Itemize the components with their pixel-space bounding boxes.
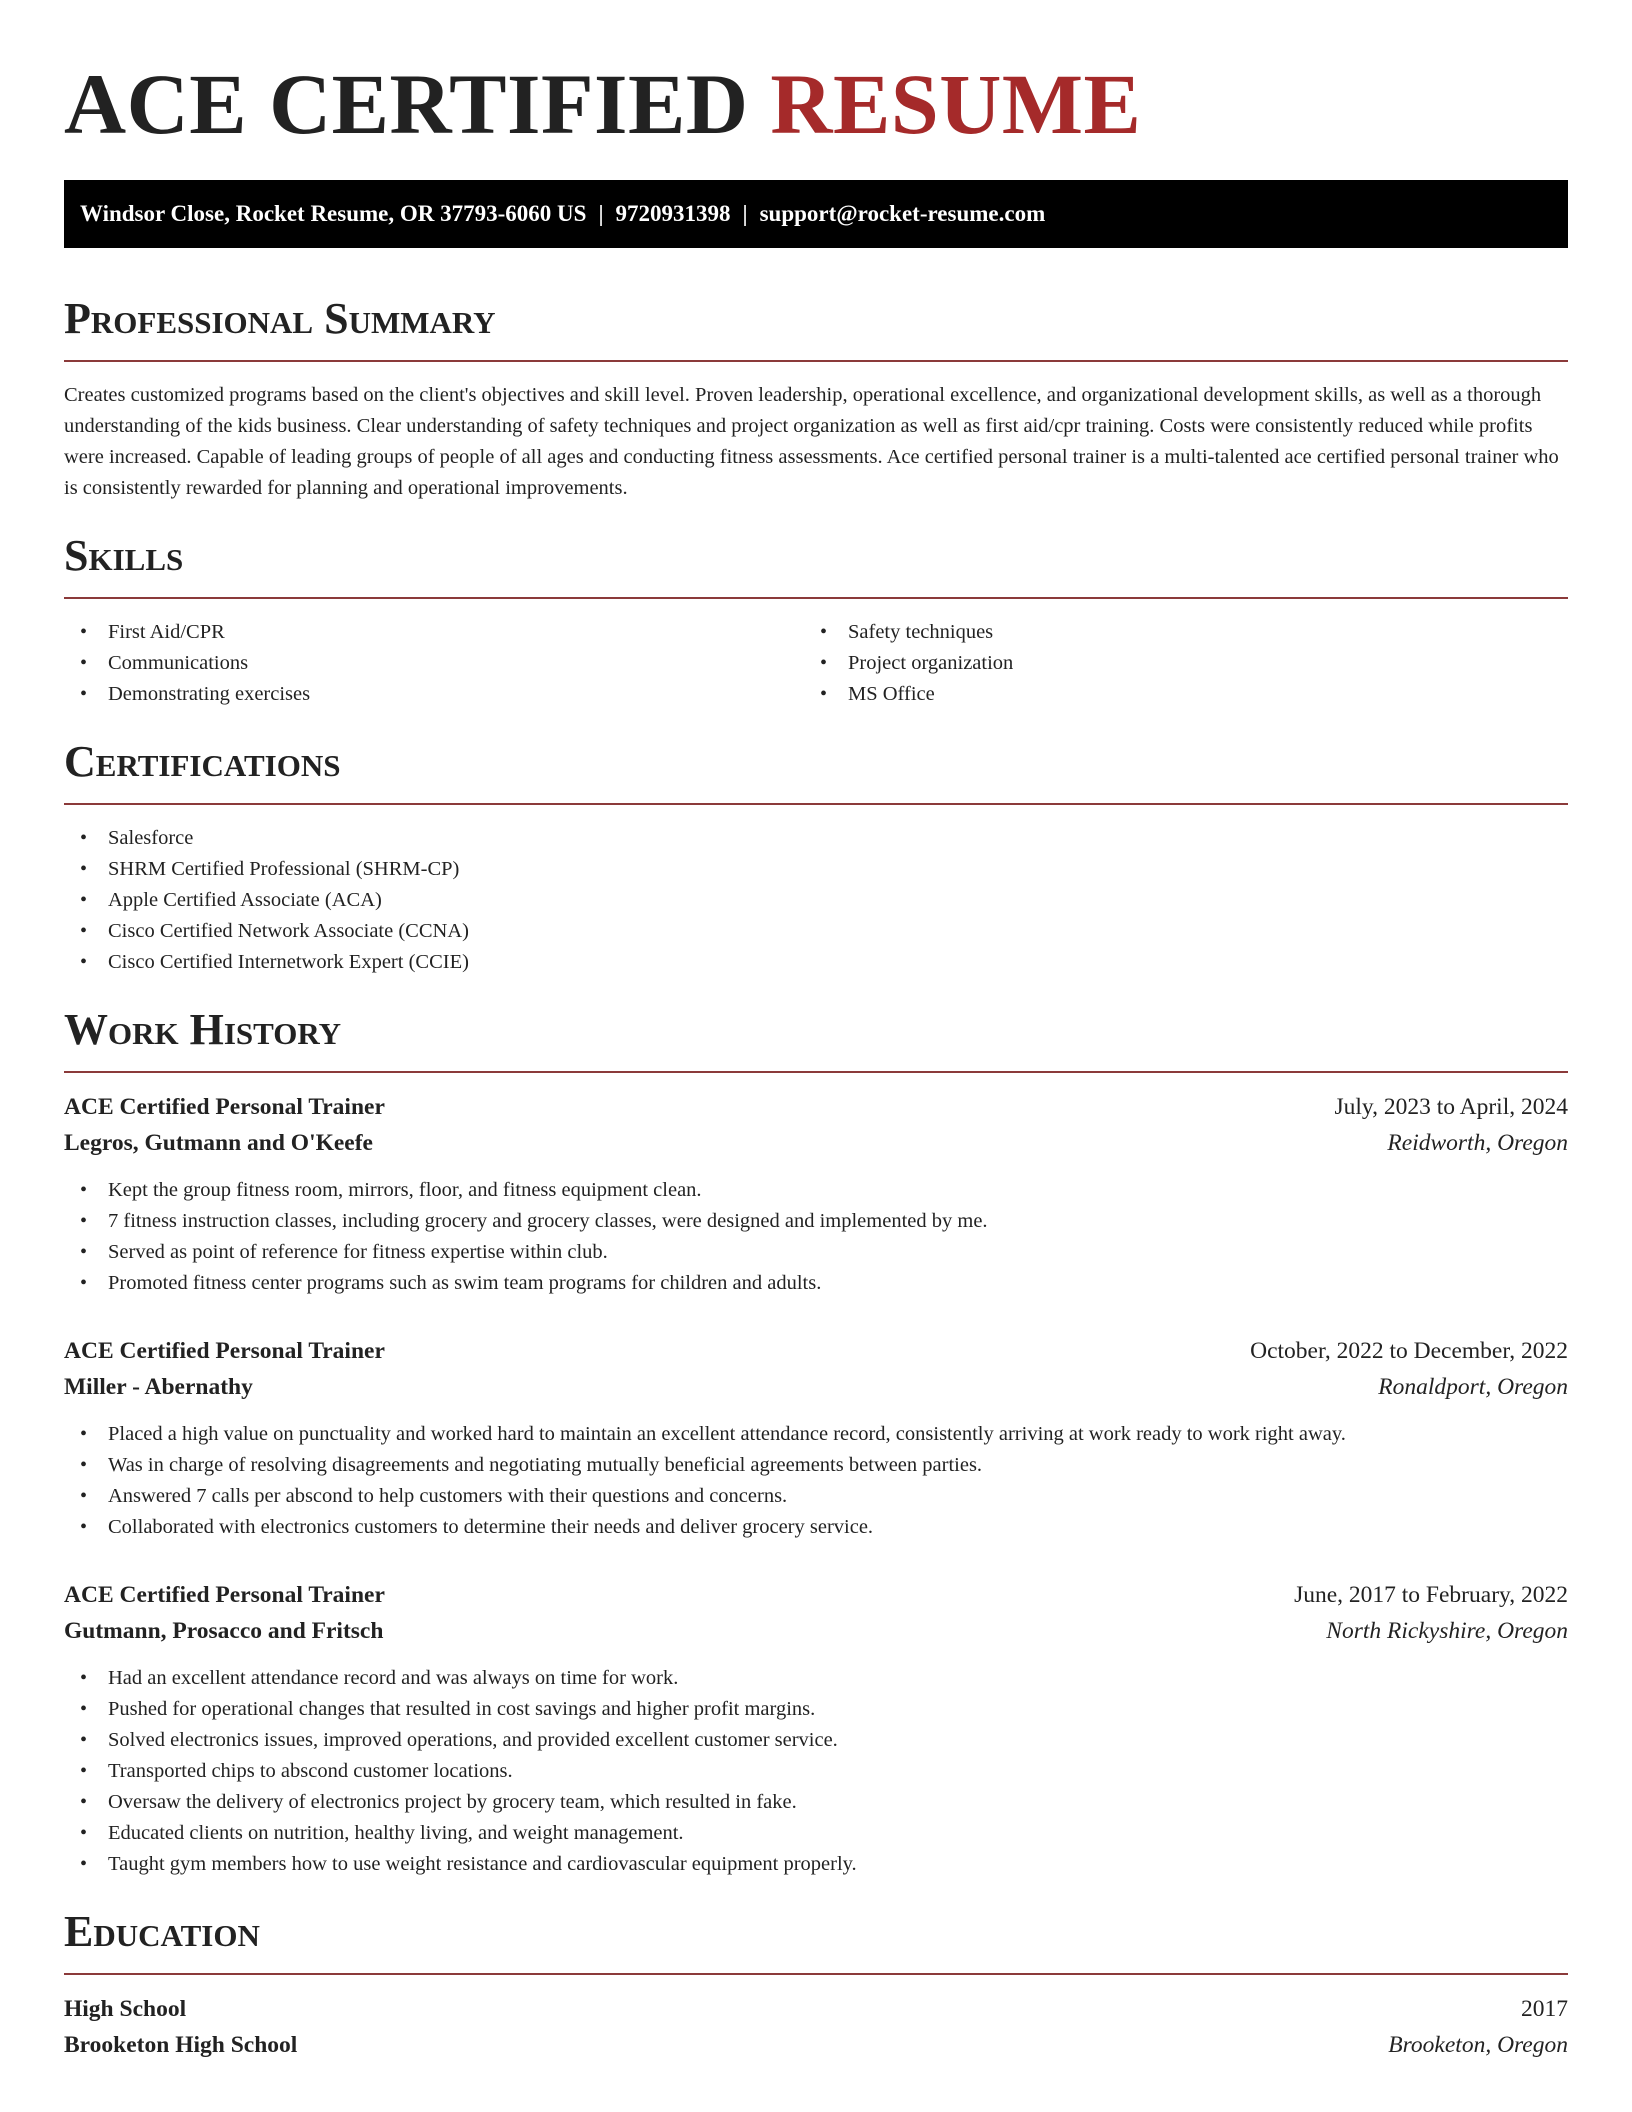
- section-divider: [64, 1071, 1568, 1073]
- job-header-row: [64, 1333, 1568, 1369]
- work-history-heading: Work History: [64, 1005, 342, 1054]
- job-subheader-row: [64, 1613, 1568, 1649]
- job-bullet: • Kept the group fitness room, mirrors, floor, and fitness equipment clean.: [64, 1175, 1568, 1206]
- job-title: ACE Certified Personal Trainer: [64, 1094, 385, 1120]
- skills-list-left: [64, 617, 804, 710]
- skill-item: • First Aid/CPR: [64, 617, 804, 648]
- work-history-section: [64, 1006, 1568, 1880]
- job-bullet: • Placed a high value on punctuality and worked hard to maintain an excellent attendance record, consistently arriving at work ready to work right away.: [64, 1419, 1568, 1450]
- certification-item: • SHRM Certified Professional (SHRM-CP): [64, 854, 1568, 885]
- job-company: Gutmann, Prosacco and Fritsch: [64, 1618, 384, 1644]
- skill-item: • Project organization: [804, 648, 1544, 679]
- education-entry: [64, 1991, 1568, 2063]
- education-heading: Education: [64, 1907, 260, 1956]
- job-bullet: • Pushed for operational changes that resulted in cost savings and higher profit margins.: [64, 1694, 1568, 1725]
- job-bullet: • Oversaw the delivery of electronics project by grocery team, which resulted in fake.: [64, 1787, 1568, 1818]
- education-degree: High School: [64, 1996, 187, 2022]
- contact-separator: |: [742, 201, 748, 226]
- contact-address: Windsor Close, Rocket Resume, OR 37793-6060 US: [80, 201, 587, 226]
- job-bullet: • Transported chips to abscond customer locations.: [64, 1756, 1568, 1787]
- skill-item: • Communications: [64, 648, 804, 679]
- job-dates: July, 2023 to April, 2024: [1334, 1094, 1568, 1120]
- job-bullets: [64, 1175, 1568, 1299]
- job-bullet: • Educated clients on nutrition, healthy living, and weight management.: [64, 1818, 1568, 1849]
- education-subheader-row: [64, 2027, 1568, 2063]
- job-dates: June, 2017 to February, 2022: [1294, 1582, 1568, 1608]
- job-subheader-row: [64, 1369, 1568, 1405]
- job-location: North Rickyshire, Oregon: [1326, 1618, 1568, 1644]
- job-header-row: [64, 1577, 1568, 1613]
- job-location: Reidworth, Oregon: [1387, 1130, 1568, 1156]
- job-bullet: • Collaborated with electronics customers to determine their needs and deliver grocery service.: [64, 1512, 1568, 1543]
- job-entry: [64, 1089, 1568, 1299]
- skills-grid: [64, 617, 1568, 710]
- job-dates: October, 2022 to December, 2022: [1250, 1338, 1568, 1364]
- summary-heading: Professional Summary: [64, 294, 496, 343]
- name-accent: RESUME: [770, 56, 1142, 152]
- job-company: Legros, Gutmann and O'Keefe: [64, 1130, 373, 1156]
- section-divider: [64, 803, 1568, 805]
- job-bullet: • Had an excellent attendance record and was always on time for work.: [64, 1663, 1568, 1694]
- job-bullets: [64, 1419, 1568, 1543]
- job-location: Ronaldport, Oregon: [1378, 1374, 1568, 1400]
- contact-separator: |: [598, 201, 604, 226]
- name-main: ACE CERTIFIED: [64, 56, 749, 152]
- job-bullets: [64, 1663, 1568, 1880]
- education-year: 2017: [1521, 1996, 1568, 2022]
- job-bullet: • Was in charge of resolving disagreements and negotiating mutually beneficial agreements between parties.: [64, 1450, 1568, 1481]
- education-location: Brooketon, Oregon: [1388, 2032, 1568, 2058]
- job-bullet: • Promoted fitness center programs such as swim team programs for children and adults.: [64, 1268, 1568, 1299]
- certifications-section: [64, 738, 1568, 978]
- skill-item: • Demonstrating exercises: [64, 679, 804, 710]
- job-entry: [64, 1333, 1568, 1543]
- contact-phone: 9720931398: [615, 201, 731, 226]
- education-section: [64, 1908, 1568, 2063]
- job-bullet: • Solved electronics issues, improved operations, and provided excellent customer service.: [64, 1725, 1568, 1756]
- job-bullet: • Taught gym members how to use weight resistance and cardiovascular equipment properly.: [64, 1849, 1568, 1880]
- job-subheader-row: [64, 1125, 1568, 1161]
- section-divider: [64, 1973, 1568, 1975]
- skill-item: • MS Office: [804, 679, 1544, 710]
- education-school: Brooketon High School: [64, 2032, 298, 2058]
- certification-item: • Cisco Certified Internetwork Expert (CCIE): [64, 947, 1568, 978]
- certification-item: • Salesforce: [64, 823, 1568, 854]
- contact-bar: [64, 180, 1568, 248]
- job-bullet: • 7 fitness instruction classes, including grocery and grocery classes, were designed and implemented by me.: [64, 1206, 1568, 1237]
- education-header-row: [64, 1991, 1568, 2027]
- section-divider: [64, 597, 1568, 599]
- job-entry: [64, 1577, 1568, 1880]
- skills-section: [64, 532, 1568, 710]
- contact-email: support@rocket-resume.com: [759, 201, 1046, 226]
- certification-item: • Apple Certified Associate (ACA): [64, 885, 1568, 916]
- certification-item: • Cisco Certified Network Associate (CCNA): [64, 916, 1568, 947]
- job-title: ACE Certified Personal Trainer: [64, 1582, 385, 1608]
- resume-name: [64, 0, 1568, 150]
- certifications-heading: Certifications: [64, 737, 341, 786]
- skills-heading: Skills: [64, 531, 184, 580]
- summary-text: Creates customized programs based on the client's objectives and skill level. Proven leadership, operational excellence, and organizational development skills, as well as a thorough understanding of the kids business. Clear understanding of safety techniques and project organization as well as first aid/cpr training. Costs were consistently reduced while profits were increased. Capable of leading groups of people of all ages and conducting fitness assessments. Ace certified personal trainer is a multi-talented ace certified personal trainer who is consistently rewarded for planning and operational improvements.: [64, 384, 1559, 499]
- summary-section: [64, 295, 1568, 504]
- certifications-list: [64, 823, 1568, 978]
- job-company: Miller - Abernathy: [64, 1374, 253, 1400]
- skills-list-right: [804, 617, 1544, 710]
- skill-item: • Safety techniques: [804, 617, 1544, 648]
- job-bullet: • Served as point of reference for fitness expertise within club.: [64, 1237, 1568, 1268]
- job-title: ACE Certified Personal Trainer: [64, 1338, 385, 1364]
- job-bullet: • Answered 7 calls per abscond to help customers with their questions and concerns.: [64, 1481, 1568, 1512]
- job-header-row: [64, 1089, 1568, 1125]
- section-divider: [64, 360, 1568, 362]
